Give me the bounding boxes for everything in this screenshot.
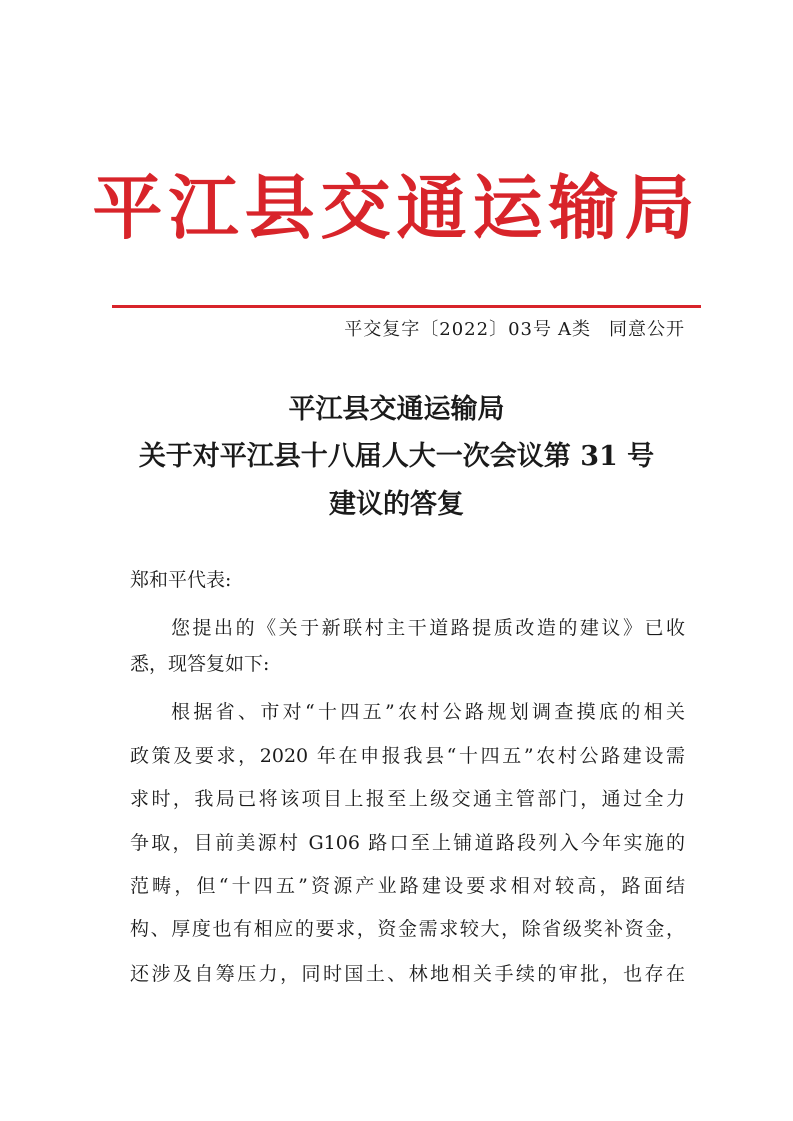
disclosure-status: 同意公开 (609, 319, 685, 340)
document-title-line-3: 建议的答复 (329, 489, 464, 520)
body-line: 还涉及自筹压力，同时国土、林地相关手续的审批，也存在 (130, 963, 685, 985)
body-line: 争取，目前美源村 G106 路口至上铺道路段列入今年实施的 (130, 832, 685, 854)
body-line: 求时，我局已将该项目上报至上级交通主管部门，通过全力 (130, 788, 685, 810)
body-line: 范畴，但“十四五”资源产业路建设要求相对较高，路面结 (130, 875, 685, 897)
document-category: A类 (558, 319, 591, 340)
body-line: 政策及要求，2020 年在申报我县“十四五”农村公路建设需 (130, 745, 685, 767)
body-line: 构、厚度也有相应的要求，资金需求较大，除省级奖补资金， (130, 918, 685, 940)
body-line: 您提出的《关于新联村主干道路提质改造的建议》已收 (171, 617, 685, 639)
red-divider-line (112, 305, 701, 308)
body-line: 根据省、市对“十四五”农村公路规划调查摸底的相关 (171, 701, 685, 723)
document-title-line-2: 关于对平江县十八届人大一次会议第 31 号 (138, 441, 655, 472)
document-code: 平交复字〔2022〕03号 (344, 319, 552, 340)
document-number-line (338, 316, 685, 344)
body-line: 悉，现答复如下: (130, 653, 270, 675)
document-title-line-1: 平江县交通运输局 (288, 394, 505, 425)
salutation: 郑和平代表: (130, 569, 232, 591)
agency-header: 平江县交通运输局 (92, 166, 701, 249)
